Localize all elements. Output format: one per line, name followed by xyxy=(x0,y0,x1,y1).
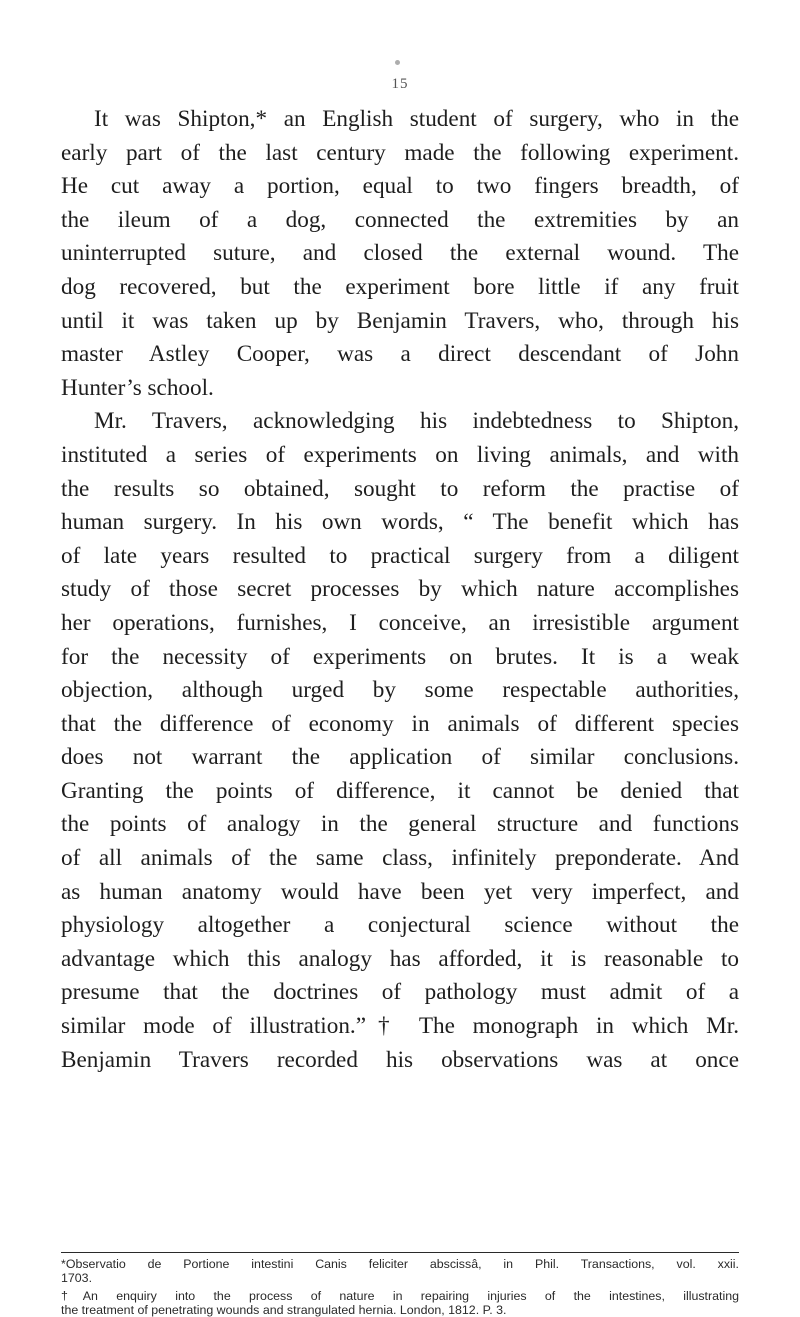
text-line: Mr. Travers, acknowledging his indebtedness to Shipton, xyxy=(94,408,739,435)
text-line: It was Shipton,* an English student of surgery, who in the xyxy=(94,106,739,132)
page-number: 15 xyxy=(391,76,409,92)
text-line: of all animals of the same class, infinitely preponderate. And xyxy=(61,845,739,872)
text-line: instituted a series of experiments on living animals, and with xyxy=(61,441,739,468)
footnotes xyxy=(61,1257,739,1317)
footnote-line: *Observatio de Portione intestini Canis feliciter abscissâ, in Phil. Transactions, vol. xxii. xyxy=(61,1257,739,1271)
text-line: objection, although urged by some respectable authorities, xyxy=(61,677,739,704)
paper-speck xyxy=(395,60,400,65)
footnote-line: †An enquiry into the process of nature in repairing injuries of the intestines, illustrating xyxy=(61,1289,739,1303)
text-line: as human anatomy would have been yet very imperfect, and xyxy=(61,878,739,905)
text-line: study of those secret processes by which nature accomplishes xyxy=(61,576,739,603)
text-line: human surgery. In his own words, “ The benefit which has xyxy=(61,509,739,536)
text-line: physiology altogether a conjectural science without the xyxy=(61,912,739,939)
text-line: the ileum of a dog, connected the extremities by an xyxy=(61,206,739,233)
text-line: Benjamin Travers recorded his observations was at once xyxy=(61,1046,739,1073)
text-line: presume that the doctrines of pathology must admit of a xyxy=(61,979,739,1006)
text-line: of late years resulted to practical surgery from a diligent xyxy=(61,542,739,569)
text-line: early part of the last century made the following experiment. xyxy=(61,139,739,166)
text-line: master Astley Cooper, was a direct descendant of John xyxy=(61,341,739,368)
text-line: Hunter’s school. xyxy=(61,374,214,401)
text-line: the results so obtained, sought to reform the practise of xyxy=(61,475,739,502)
footnote-line: the treatment of penetrating wounds and strangulated hernia. London, 1812. P. 3. xyxy=(61,1303,507,1317)
text-line: until it was taken up by Benjamin Travers, who, through his xyxy=(61,307,739,334)
text-line: dog recovered, but the experiment bore little if any fruit xyxy=(61,273,739,300)
text-line: uninterrupted suture, and closed the external wound. The xyxy=(61,240,739,267)
text-line: her operations, furnishes, I conceive, an irresistible argument xyxy=(61,609,739,636)
text-line: does not warrant the application of similar conclusions. xyxy=(61,744,739,771)
text-line: He cut away a portion, equal to two fingers breadth, of xyxy=(61,173,739,200)
footnote-line: 1703. xyxy=(61,1271,93,1285)
text-line: that the difference of economy in animals of different species xyxy=(61,710,739,737)
text-line: the points of analogy in the general structure and functions xyxy=(61,811,739,838)
text-line: Granting the points of difference, it cannot be denied that xyxy=(61,777,739,804)
footnote-rule xyxy=(61,1252,739,1253)
text-line: similar mode of illustration.”† The monograph in which Mr. xyxy=(61,1013,739,1040)
body-text xyxy=(61,103,739,1077)
text-line: advantage which this analogy has afforded, it is reasonable to xyxy=(61,945,739,972)
text-line: for the necessity of experiments on brutes. It is a weak xyxy=(61,643,739,670)
